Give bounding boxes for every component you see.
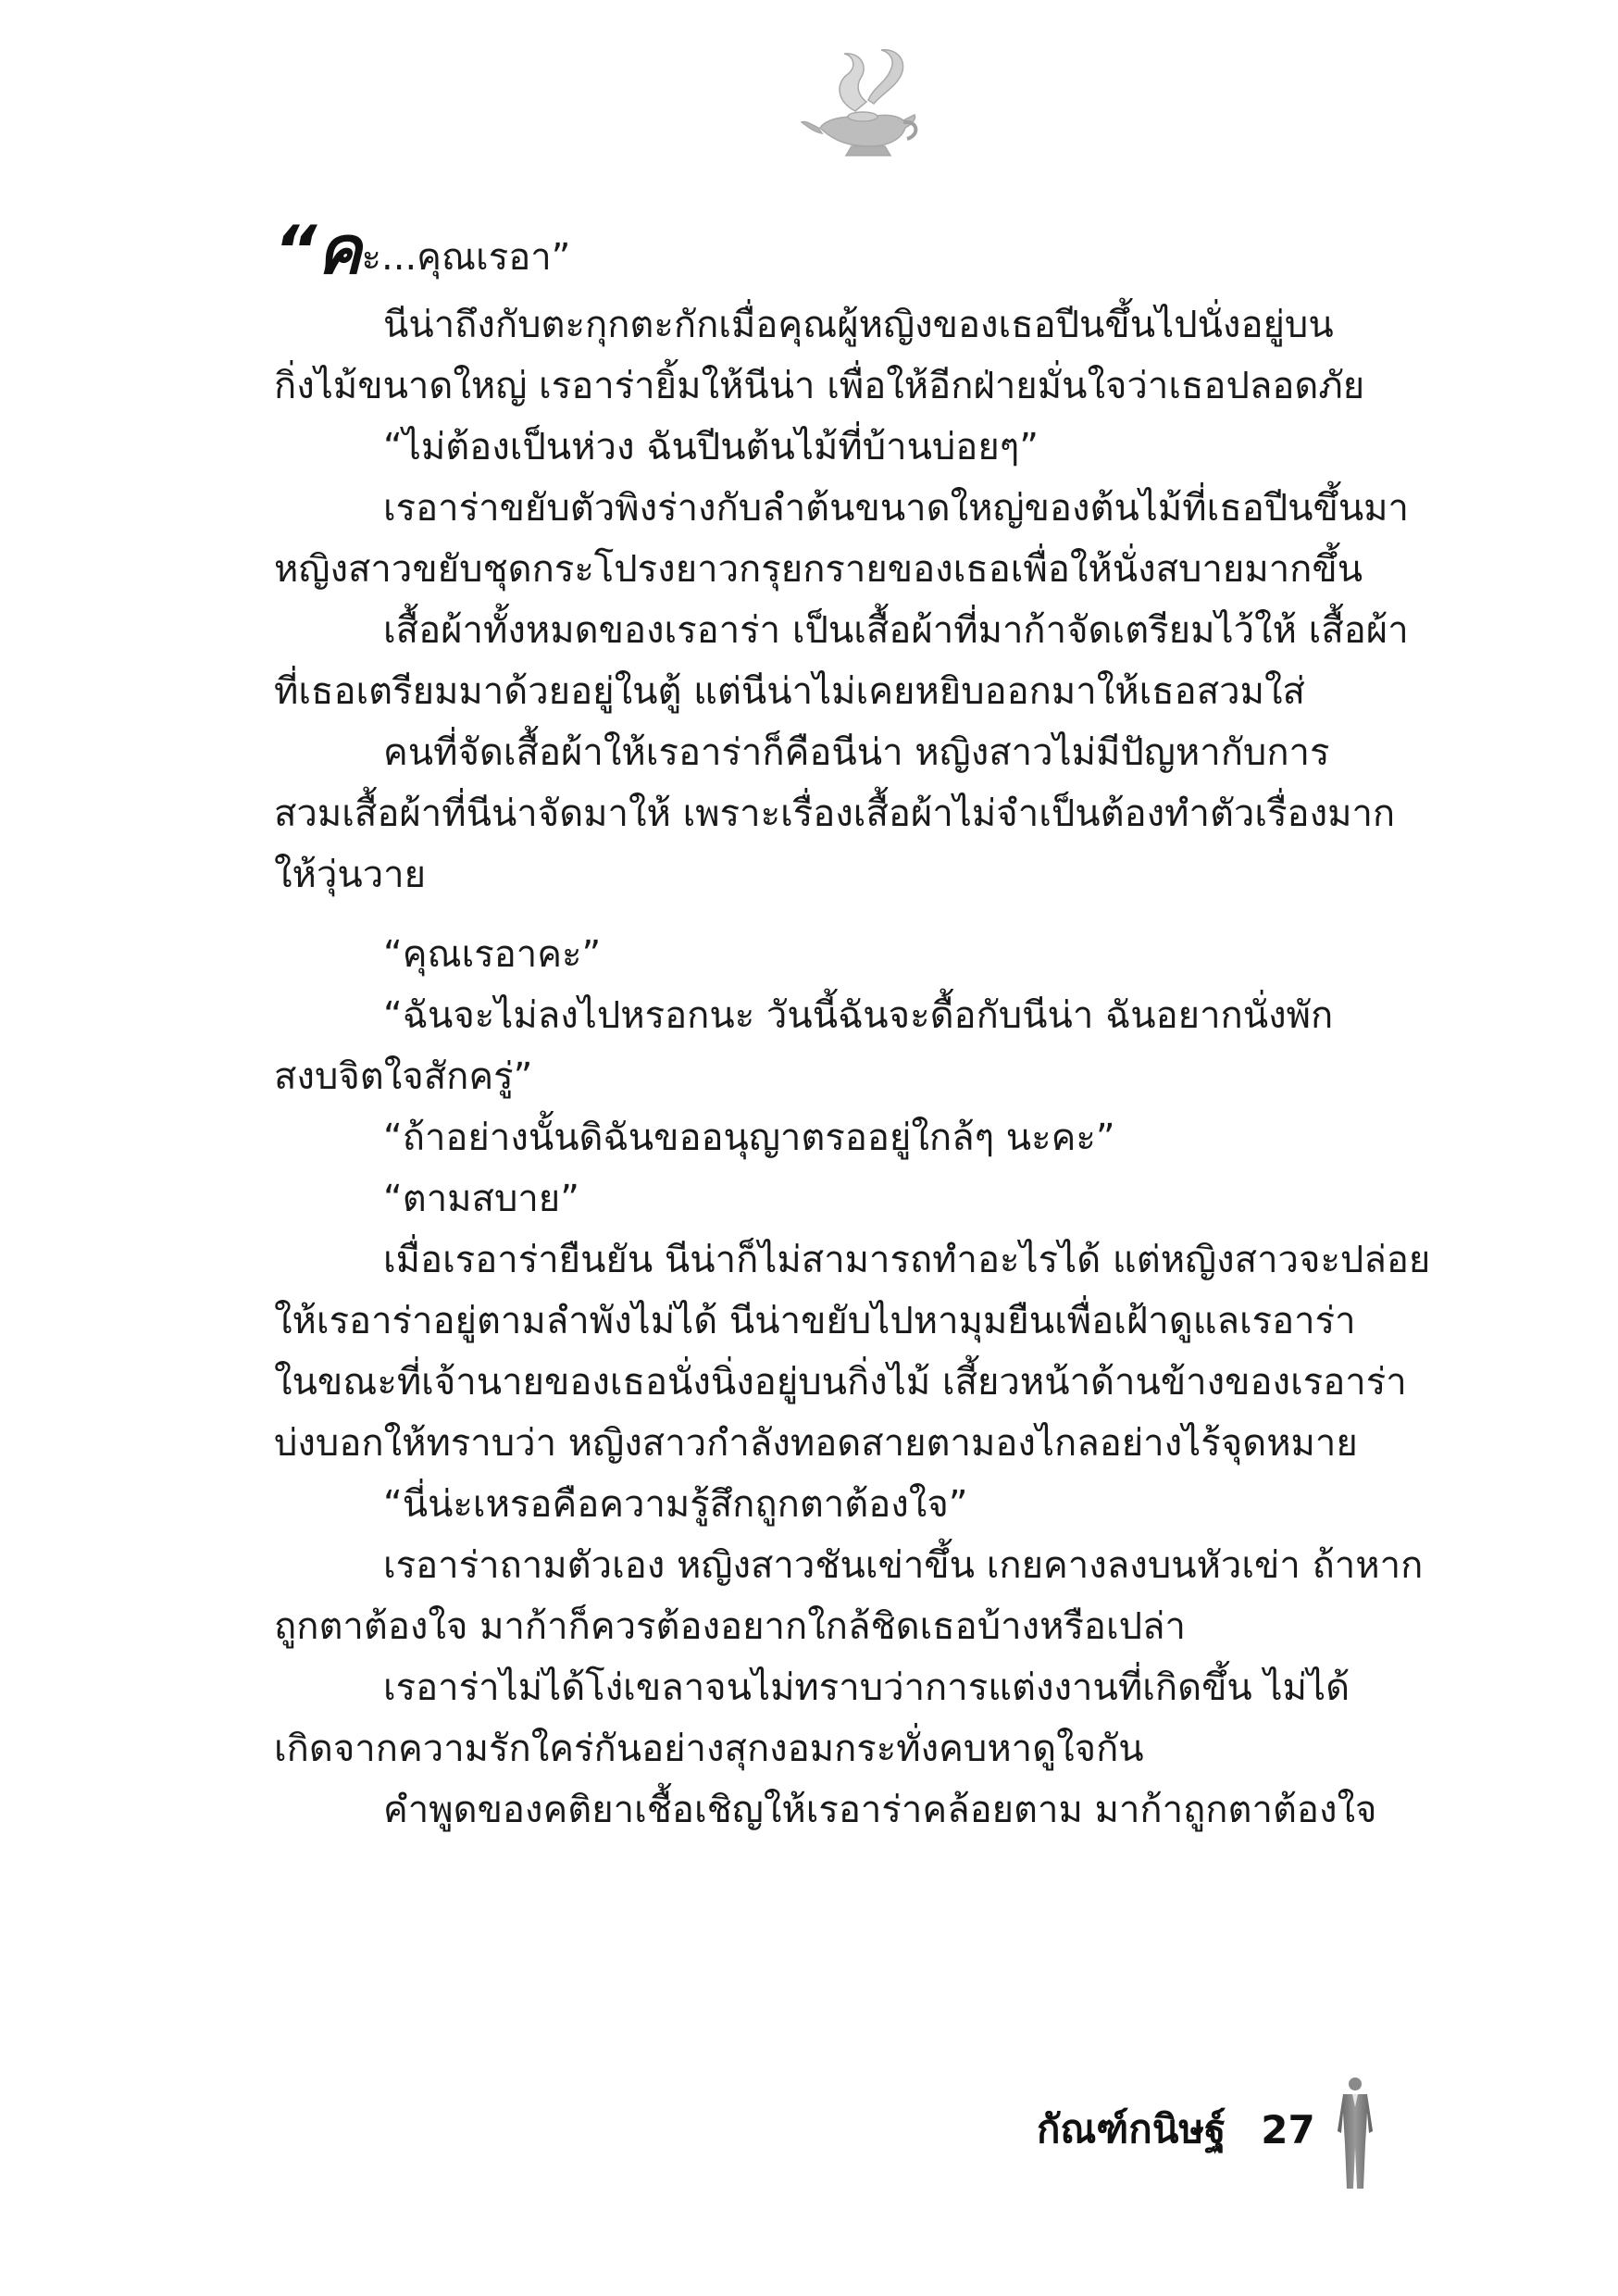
paragraph-lines — [274, 294, 1455, 1841]
text-line: สวมเสื้อผ้าที่นีน่าจัดมาให้ เพราะเรื่องเสื้อผ้าไม่จำเป็นต้องทำตัวเรื่องมาก — [274, 792, 1396, 835]
text-line: เรอาร่าไม่ได้โง่เขลาจนไม่ทราบว่าการแต่งงานที่เกิดขึ้น ไม่ได้ — [383, 1666, 1350, 1709]
text-line: สงบจิตใจสักครู่” — [274, 1055, 533, 1098]
text-line: นีน่าถึงกับตะกุกตะกักเมื่อคุณผู้หญิงของเธอปีนขึ้นไปนั่งอยู่บน — [383, 304, 1334, 346]
suit-figure-icon — [1334, 2076, 1376, 2190]
page-footer — [1037, 2088, 1376, 2171]
text-line: บ่งบอกให้ทราบว่า หญิงสาวกำลังทอดสายตามองไกลอย่างไร้จุดหมาย — [274, 1422, 1358, 1465]
text-line: “ตามสบาย” — [383, 1178, 579, 1220]
text-line: “ไม่ต้องเป็นห่วง ฉันปีนต้นไม้ที่บ้านบ่อยๆ” — [383, 426, 1039, 468]
page-number: 27 — [1261, 2106, 1315, 2152]
text-line: “นี่น่ะเหรอคือความรู้สึกถูกตาต้องใจ” — [383, 1483, 968, 1526]
text-line: เมื่อเรอาร่ายืนยัน นีน่าก็ไม่สามารถทำอะไรได้ แต่หญิงสาวจะปล่อย — [383, 1239, 1431, 1281]
lamp-genie-ornament-icon — [800, 46, 926, 172]
text-line: หญิงสาวขยับชุดกระโปรงยาวกรุยกรายของเธอเพื่อให้นั่งสบายมากขึ้น — [274, 548, 1363, 591]
text-line: ที่เธอเตรียมมาด้วยอยู่ในตู้ แต่นีน่าไม่เคยหยิบออกมาให้เธอสวมใส่ — [274, 670, 1305, 713]
dropcap: “ค — [274, 213, 362, 289]
text-line: “คุณเรอาคะ” — [383, 933, 602, 976]
text-line: เสื้อผ้าทั้งหมดของเรอาร่า เป็นเสื้อผ้าที่มาก้าจัดเตรียมไว้ให้ เสื้อผ้า — [383, 609, 1409, 652]
first-line — [274, 213, 1455, 294]
text-line: เรอาร่าขยับตัวพิงร่างกับลำต้นขนาดใหญ่ของต้นไม้ที่เธอปีนขึ้นมา — [383, 487, 1410, 530]
text-line: คำพูดของคติยาเชื้อเชิญให้เรอาร่าคล้อยตาม มาก้าถูกตาต้องใจ — [383, 1789, 1377, 1831]
first-line-text: ะ...คุณเรอา” — [361, 236, 571, 279]
text-line: “ฉันจะไม่ลงไปหรอกนะ วันนี้ฉันจะดื้อกับนีน่า ฉันอยากนั่งพัก — [383, 994, 1334, 1037]
body-text — [274, 213, 1455, 1841]
text-line: เกิดจากความรักใคร่กันอย่างสุกงอมกระทั่งคบหาดูใจกัน — [274, 1728, 1144, 1770]
text-line: ให้วุ่นวาย — [274, 854, 427, 896]
text-line: ให้เรอาร่าอยู่ตามลำพังไม่ได้ นีน่าขยับไปหามุมยืนเพื่อเฝ้าดูแลเรอาร่า — [274, 1300, 1356, 1342]
text-line: คนที่จัดเสื้อผ้าให้เรอาร่าก็คือนีน่า หญิงสาวไม่มีปัญหากับการ — [383, 731, 1330, 774]
text-line: เรอาร่าถามตัวเอง หญิงสาวชันเข่าขึ้น เกยคางลงบนหัวเข่า ถ้าหาก — [383, 1544, 1424, 1587]
text-line: “ถ้าอย่างนั้นดิฉันขออนุญาตรออยู่ใกล้ๆ นะคะ” — [383, 1117, 1115, 1159]
book-title: กัณฑ์กนิษฐ์ — [1037, 2106, 1226, 2152]
text-line: ถูกตาต้องใจ มาก้าก็ควรต้องอยากใกล้ชิดเธอบ้างหรือเปล่า — [274, 1605, 1186, 1648]
text-line: ในขณะที่เจ้านายของเธอนั่งนิ่งอยู่บนกิ่งไม้ เสี้ยวหน้าด้านข้างของเรอาร่า — [274, 1361, 1407, 1404]
text-line: กิ่งไม้ขนาดใหญ่ เรอาร่ายิ้มให้นีน่า เพื่อให้อีกฝ่ายมั่นใจว่าเธอปลอดภัย — [274, 365, 1365, 407]
